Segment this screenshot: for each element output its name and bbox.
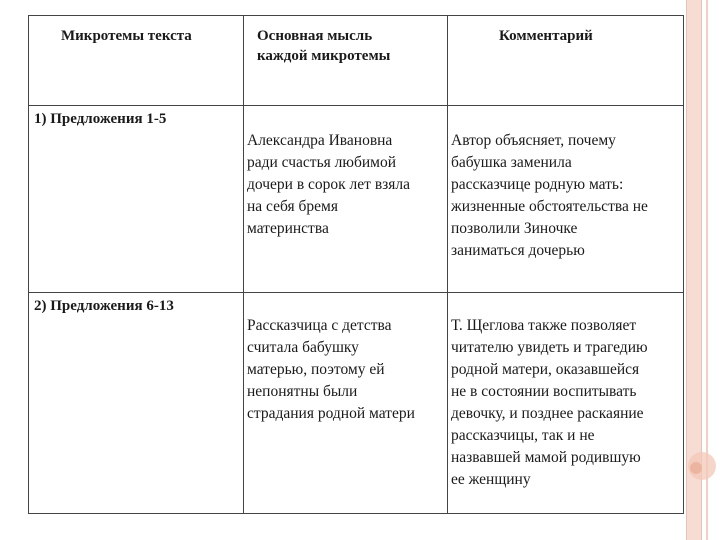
header-main-idea-line: Основная мысль bbox=[257, 28, 373, 44]
text-line: назвавшей мамой родившую bbox=[451, 449, 641, 466]
column-divider bbox=[243, 16, 244, 513]
text-line: считала бабушку bbox=[247, 339, 359, 356]
main-idea-text bbox=[247, 130, 410, 240]
row-divider bbox=[29, 292, 683, 293]
text-line: непонятны были bbox=[247, 383, 358, 400]
text-line: заниматься дочерью bbox=[451, 242, 585, 259]
text-line: на себя бремя bbox=[247, 198, 338, 215]
header-microtopics: Микротемы текста bbox=[61, 28, 192, 44]
header-main-idea bbox=[257, 26, 390, 66]
decorative-circle-small bbox=[690, 462, 702, 474]
text-line: рассказчице родную мать: bbox=[451, 176, 624, 193]
text-line: бабушка заменила bbox=[451, 154, 572, 171]
main-idea-text bbox=[247, 315, 415, 425]
row-divider bbox=[29, 105, 683, 106]
text-line: страдания родной матери bbox=[247, 405, 415, 422]
text-line: Автор объясняет, почему bbox=[451, 132, 616, 149]
text-line: ее женщину bbox=[451, 471, 531, 488]
text-line: рассказчицы, так и не bbox=[451, 427, 595, 444]
text-line: материнства bbox=[247, 220, 329, 237]
text-line: матерью, поэтому ей bbox=[247, 361, 385, 378]
microtopics-table bbox=[28, 15, 684, 514]
text-line: Т. Щеглова также позволяет bbox=[451, 317, 637, 334]
text-line: девочку, и позднее раскаяние bbox=[451, 405, 644, 422]
text-line: Рассказчица с детства bbox=[247, 317, 392, 334]
row-label: 2) Предложения 6-13 bbox=[34, 298, 174, 314]
text-line: читателю увидеть и трагедию bbox=[451, 339, 648, 356]
header-main-idea-line: каждой микротемы bbox=[257, 48, 391, 64]
text-line: ради счастья любимой bbox=[247, 154, 397, 171]
text-line: позволили Зиночке bbox=[451, 220, 578, 237]
header-comment: Комментарий bbox=[499, 28, 593, 44]
comment-text bbox=[451, 130, 648, 262]
comment-text bbox=[451, 315, 648, 491]
text-line: дочери в сорок лет взяла bbox=[247, 176, 411, 193]
text-line: родной матери, оказавшейся bbox=[451, 361, 640, 378]
row-label: 1) Предложения 1-5 bbox=[34, 111, 167, 127]
text-line: не в состоянии воспитывать bbox=[451, 383, 637, 400]
column-divider bbox=[447, 16, 448, 513]
text-line: Александра Ивановна bbox=[247, 132, 393, 149]
text-line: жизненные обстоятельства не bbox=[451, 198, 648, 215]
